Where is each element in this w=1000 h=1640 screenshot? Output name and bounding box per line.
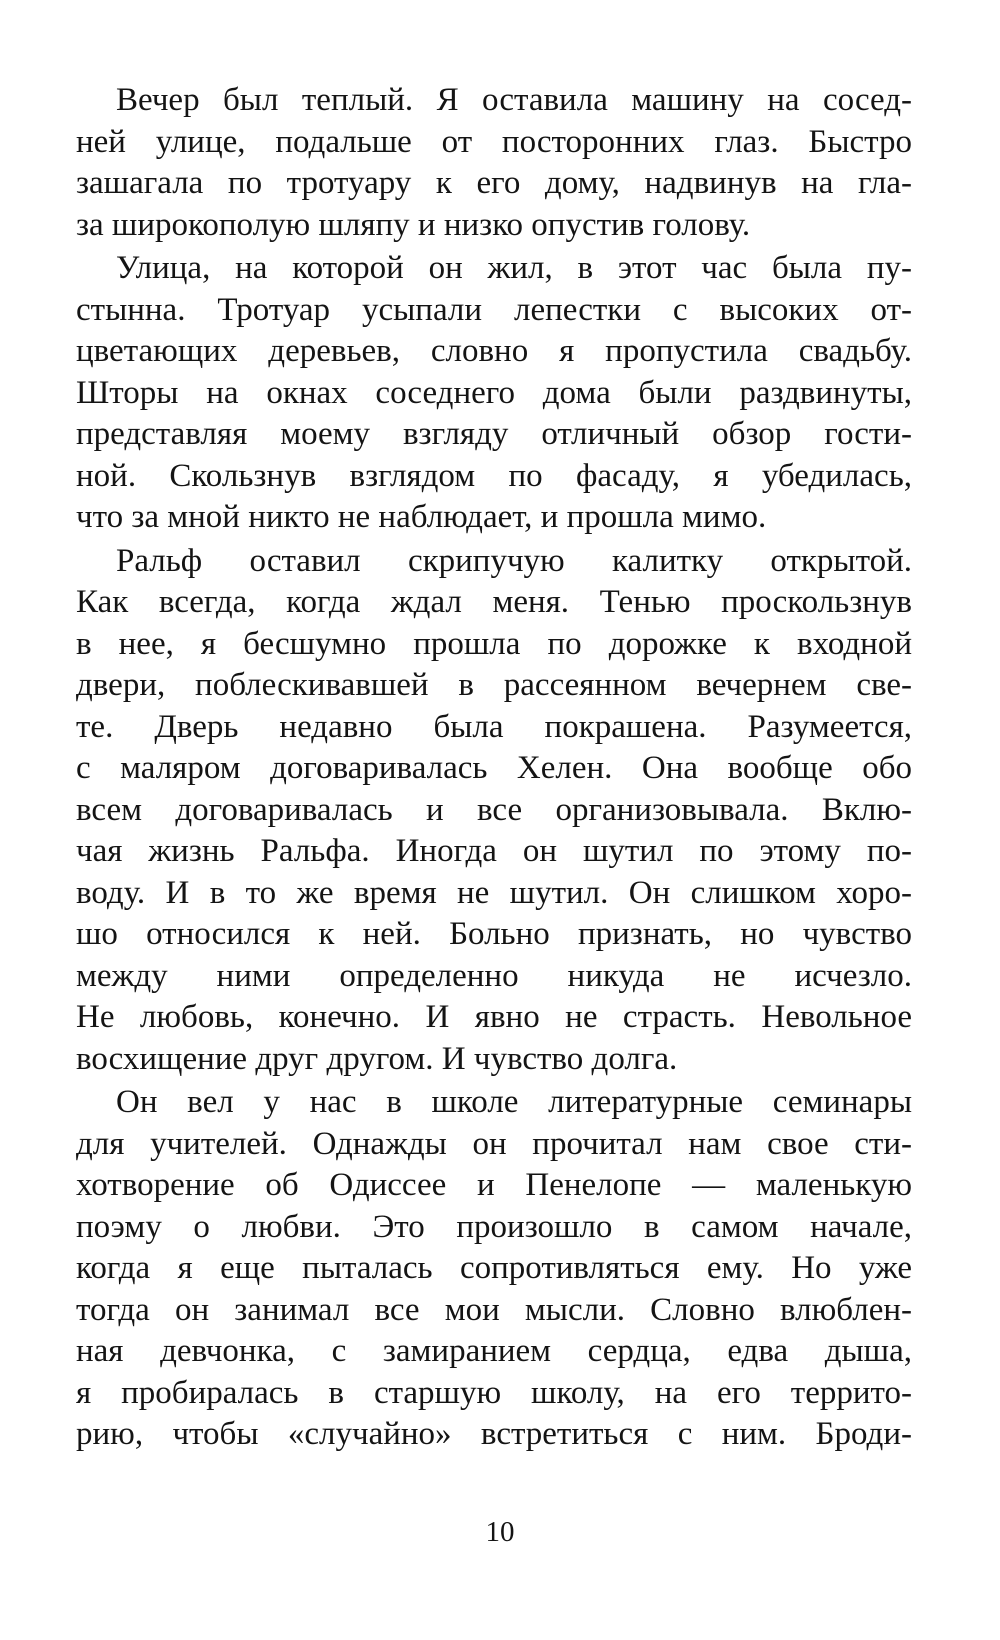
text-line: поэму о любви. Это произошло в самом начале, bbox=[76, 1208, 912, 1245]
text-line: всем договаривалась и все организовывала. Вклю- bbox=[76, 791, 912, 828]
text-line: Ральф оставил скрипучую калитку открытой. bbox=[116, 542, 912, 579]
text-line: стынна. Тротуар усыпали лепестки с высоких от- bbox=[76, 291, 912, 328]
text-line: с маляром договаривалась Хелен. Она вообще обо bbox=[76, 750, 912, 786]
text-line: Он вел у нас в школе литературные семинары bbox=[116, 1084, 912, 1120]
text-line: воду. И в то же время не шутил. Он слишком хоро- bbox=[76, 874, 912, 911]
text-line: хотворение об Одиссее и Пенелопе — маленькую bbox=[76, 1167, 912, 1203]
body-text bbox=[76, 80, 912, 1458]
paragraph bbox=[76, 541, 912, 1081]
paragraph bbox=[76, 1082, 912, 1456]
text-line: за широкополую шляпу и низко опустив голову. bbox=[76, 206, 751, 243]
text-line: ней улице, подальше от посторонних глаз. Быстро bbox=[76, 123, 912, 160]
text-line: Шторы на окнах соседнего дома были раздвинуты, bbox=[76, 374, 912, 411]
paragraph bbox=[76, 80, 912, 246]
text-line: представляя моему взгляду отличный обзор гости- bbox=[76, 416, 912, 452]
page-number: 10 bbox=[485, 1516, 515, 1548]
text-line: тогда он занимал все мои мысли. Словно влюблен- bbox=[76, 1291, 912, 1328]
text-line: те. Дверь недавно была покрашена. Разумеется, bbox=[76, 708, 912, 745]
text-line: двери, поблескивавшей в рассеянном вечернем све- bbox=[76, 667, 912, 703]
text-line: Улица, на которой он жил, в этот час была пу- bbox=[116, 250, 912, 286]
text-line: в нее, я бесшумно прошла по дорожке к входной bbox=[76, 625, 912, 662]
paragraph bbox=[76, 248, 912, 539]
text-line: между ними определенно никуда не исчезло. bbox=[76, 957, 912, 994]
text-line: рию, чтобы «случайно» встретиться с ним. Броди- bbox=[76, 1416, 912, 1452]
text-line: восхищение друг другом. И чувство долга. bbox=[76, 1040, 678, 1077]
text-line: Как всегда, когда ждал меня. Тенью проскользнув bbox=[76, 584, 912, 620]
text-line: для учителей. Однажды он прочитал нам свое сти- bbox=[76, 1125, 912, 1162]
text-line: чая жизнь Ральфа. Иногда он шутил по этому по- bbox=[76, 833, 912, 869]
text-line: Не любовь, конечно. И явно не страсть. Невольное bbox=[76, 999, 912, 1035]
text-line: я пробиралась в старшую школу, на его террито- bbox=[76, 1374, 912, 1411]
text-line: что за мной никто не наблюдает, и прошла мимо. bbox=[76, 499, 767, 535]
text-line: зашагала по тротуару к его дому, надвинув на гла- bbox=[76, 165, 912, 201]
text-line: цветающих деревьев, словно я пропустила свадьбу. bbox=[76, 333, 912, 369]
text-line: ная девчонка, с замиранием сердца, едва дыша, bbox=[76, 1333, 912, 1369]
text-line: Вечер был теплый. Я оставила машину на сосед- bbox=[116, 82, 912, 118]
text-line: ной. Скользнув взглядом по фасаду, я убедилась, bbox=[76, 457, 912, 494]
text-line: шо относился к ней. Больно признать, но чувство bbox=[76, 916, 912, 952]
text-line: когда я еще пыталась сопротивляться ему. Но уже bbox=[76, 1250, 912, 1286]
